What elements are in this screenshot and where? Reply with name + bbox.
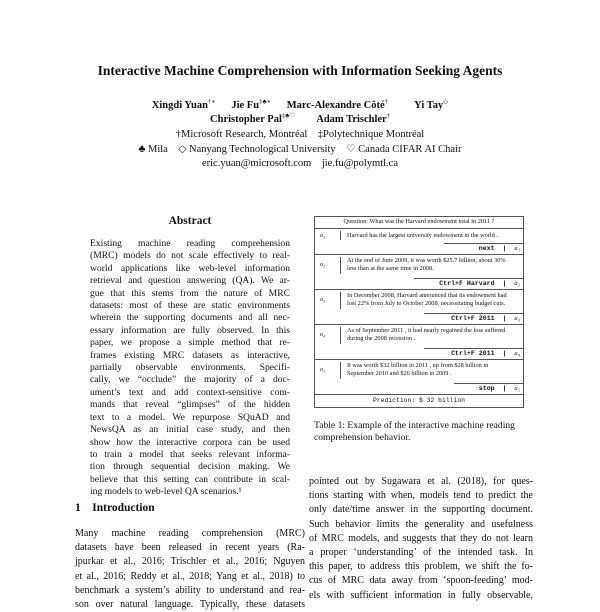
divider [424, 348, 524, 349]
command-ctrlf-harvard: Ctrl+F Harvard | a₂ [439, 280, 520, 287]
divider [314, 254, 524, 255]
intro-line: son over natural language. Typically, these datasets [75, 599, 305, 611]
table-question: Question: What was the Harvard endowment total in 2011 ? [343, 218, 495, 225]
divider [314, 359, 524, 360]
introduction-heading [75, 502, 155, 514]
affiliations-line-2: ♣ Mila ◇ Nanyang Technological University ♡ Canada CIFAR AI Chair [138, 144, 462, 155]
command-text: stop [478, 385, 495, 392]
section-title: Introduction [92, 502, 155, 514]
divider [424, 313, 524, 314]
observation-label: o₂ [320, 261, 326, 268]
section-number: 1 [75, 502, 81, 514]
author-line-1 [0, 99, 600, 112]
author-line-2 [0, 113, 600, 126]
observation-bar [340, 327, 341, 344]
command-stop: stop | a₅ [478, 385, 520, 392]
observation-bar [340, 362, 341, 379]
author-name: Marc-Alexandre Côté [286, 100, 385, 111]
table-caption: Table 1: Example of the interactive machine reading comprehension behavior. [314, 420, 515, 444]
abstract-line: wherein the supporting documents and all nec- [90, 312, 290, 324]
abstract-line: mands that reveal “glimpses” of the hidden [90, 399, 290, 411]
right-column-body [309, 475, 533, 603]
command-text: next [478, 245, 495, 252]
author-name: Jie Fu [231, 100, 260, 111]
observation-bar [340, 231, 341, 240]
abstract-line: (MRC) models do not scale effectively to real- [90, 250, 290, 262]
action-label: a₅ [514, 385, 520, 392]
author-name: Yi Tay [414, 100, 444, 111]
observation-text: At the end of June 2009, it was worth $25.7 billion, about 30% less than at the same time in 2008. [347, 257, 506, 272]
action-label: a₃ [514, 315, 520, 322]
divider [444, 243, 524, 244]
abstract-body [90, 238, 290, 499]
body-line: pointed out by Sugawara et al. (2018), for ques- [309, 476, 533, 487]
abstract-line: show how the interactive corpora can be used [90, 436, 290, 448]
observation-label: o₃ [320, 296, 326, 303]
observation-text: As of September 2011 , it had nearly regained the loss suffered during the 2008 recession . [347, 327, 506, 342]
body-line: only date/time answer in the supporting document. [309, 504, 533, 516]
intro-line: jpurkar et al., 2016; Trischler et al., 2016; Nguyen [75, 556, 305, 568]
observation-label: o₄ [320, 331, 326, 338]
body-line: cus of MRC data away from ‘spoon-feeding’ mod- [309, 575, 533, 587]
divider [454, 383, 524, 384]
abstract-line: partially observable environments. Specifi- [90, 362, 290, 374]
command-text: Ctrl+F Harvard [439, 280, 495, 287]
intro-line: Many machine reading comprehension (MRC) [75, 528, 305, 539]
abstract-line: frames existing MRC datasets as interactive, [90, 349, 290, 361]
abstract-heading: Abstract [168, 215, 212, 227]
action-label: a₂ [514, 280, 520, 287]
author-mark: †∗ [207, 98, 216, 106]
abstract-line: tion through sequential decision making. We [90, 461, 290, 473]
body-line: Such behavior limits the generality and usefulness [309, 518, 533, 530]
observation-bar [340, 292, 341, 309]
author-name: Adam Trischler [316, 114, 387, 125]
introduction-body [75, 527, 305, 612]
abstract-line: paper, we propose a simple method that re- [90, 337, 290, 349]
command-text: Ctrl+F 2011 [451, 350, 495, 357]
paper-title: Interactive Machine Comprehension with Information Seeking Agents [97, 63, 503, 78]
observation-text: Harvard has the largest university endowment in the world . [347, 232, 498, 239]
abstract-line: retrieval and question answering (QA). We ar- [90, 275, 290, 287]
action-label: a₁ [514, 245, 520, 252]
author-name: Xingdi Yuan [151, 100, 208, 111]
body-line: this paper, to address this problem, we shift the fo- [309, 561, 533, 573]
divider [314, 324, 524, 325]
observation-label: o₅ [320, 366, 326, 373]
body-line: a proper ‘understanding’ of the intended task. In [309, 547, 533, 559]
divider [314, 228, 524, 229]
intro-line: datasets have been released in recent years (Ra- [75, 542, 305, 554]
body-line: of MRC models, and suggests that they do not learn [309, 532, 533, 544]
author-name: Christopher Pal [210, 114, 282, 125]
command-text: Ctrl+F 2011 [451, 315, 495, 322]
intro-line: et al., 2016; Reddy et al., 2018; Yang et al., 2018) to [75, 570, 305, 582]
intro-line: benchmark a system’s ability to understand and rea- [75, 584, 305, 596]
observation-label: o₁ [320, 232, 326, 239]
author-mark: † [386, 112, 390, 120]
divider [314, 394, 524, 395]
abstract-line: cally, we “occlude” the majority of a doc- [90, 374, 290, 386]
abstract-line: Existing machine reading comprehension [90, 238, 290, 249]
body-line: tions starting with when, models tend to predict the [309, 490, 533, 502]
author-emails: eric.yuan@microsoft.com jie.fu@polymtl.ca [201, 158, 399, 169]
action-label: a₄ [514, 350, 520, 357]
abstract-line: text to a model. We repurpose SQuAD and [90, 411, 290, 423]
abstract-line: essary information are fully observed. In this [90, 324, 290, 336]
divider [414, 278, 524, 279]
observation-text: In December 2008, Harvard announced that its endowment had lost 22% from July to October 2008, necessitating budget cuts. [347, 292, 507, 307]
abstract-line: to train a model that seeks relevant informa- [90, 448, 290, 460]
abstract-line: ing models to web-level QA scenarios.¹ [90, 486, 242, 498]
abstract-line: world applications like web-level information [90, 262, 290, 274]
author-mark: † [384, 98, 388, 106]
observation-text: It was worth $32 billion in 2011 , up from $28 billion in September 2010 and $26 billion in 2009 . [347, 362, 489, 377]
abstract-line: gue that this stems from the nature of MRC [90, 287, 290, 299]
command-ctrlf-2011: Ctrl+F 2011 | a₄ [451, 350, 520, 357]
observation-bar [340, 257, 341, 274]
abstract-line: datasets: most of these are static environments [90, 300, 290, 312]
divider [314, 289, 524, 290]
command-ctrlf-2011: Ctrl+F 2011 | a₃ [451, 315, 520, 322]
author-mark: ‡♣∗ [259, 98, 271, 106]
author-mark: ◇ [443, 98, 449, 106]
body-line: els with sufficient information in fully observable, [309, 589, 533, 601]
abstract-line: believe that this setting can contribute in scal- [90, 473, 290, 485]
command-next: next | a₁ [478, 245, 520, 252]
author-mark: ‡♣♡ [281, 112, 296, 120]
abstract-line: ument’s text and add context-sensitive com- [90, 386, 290, 398]
abstract-line: NewsQA as an initial case study, and then [90, 424, 290, 436]
affiliations-line-1: †Microsoft Research, Montréal ‡Polytechnique Montréal [175, 129, 425, 140]
interactive-example-table [314, 216, 524, 408]
prediction: Prediction: $ 32 billion [372, 397, 466, 404]
